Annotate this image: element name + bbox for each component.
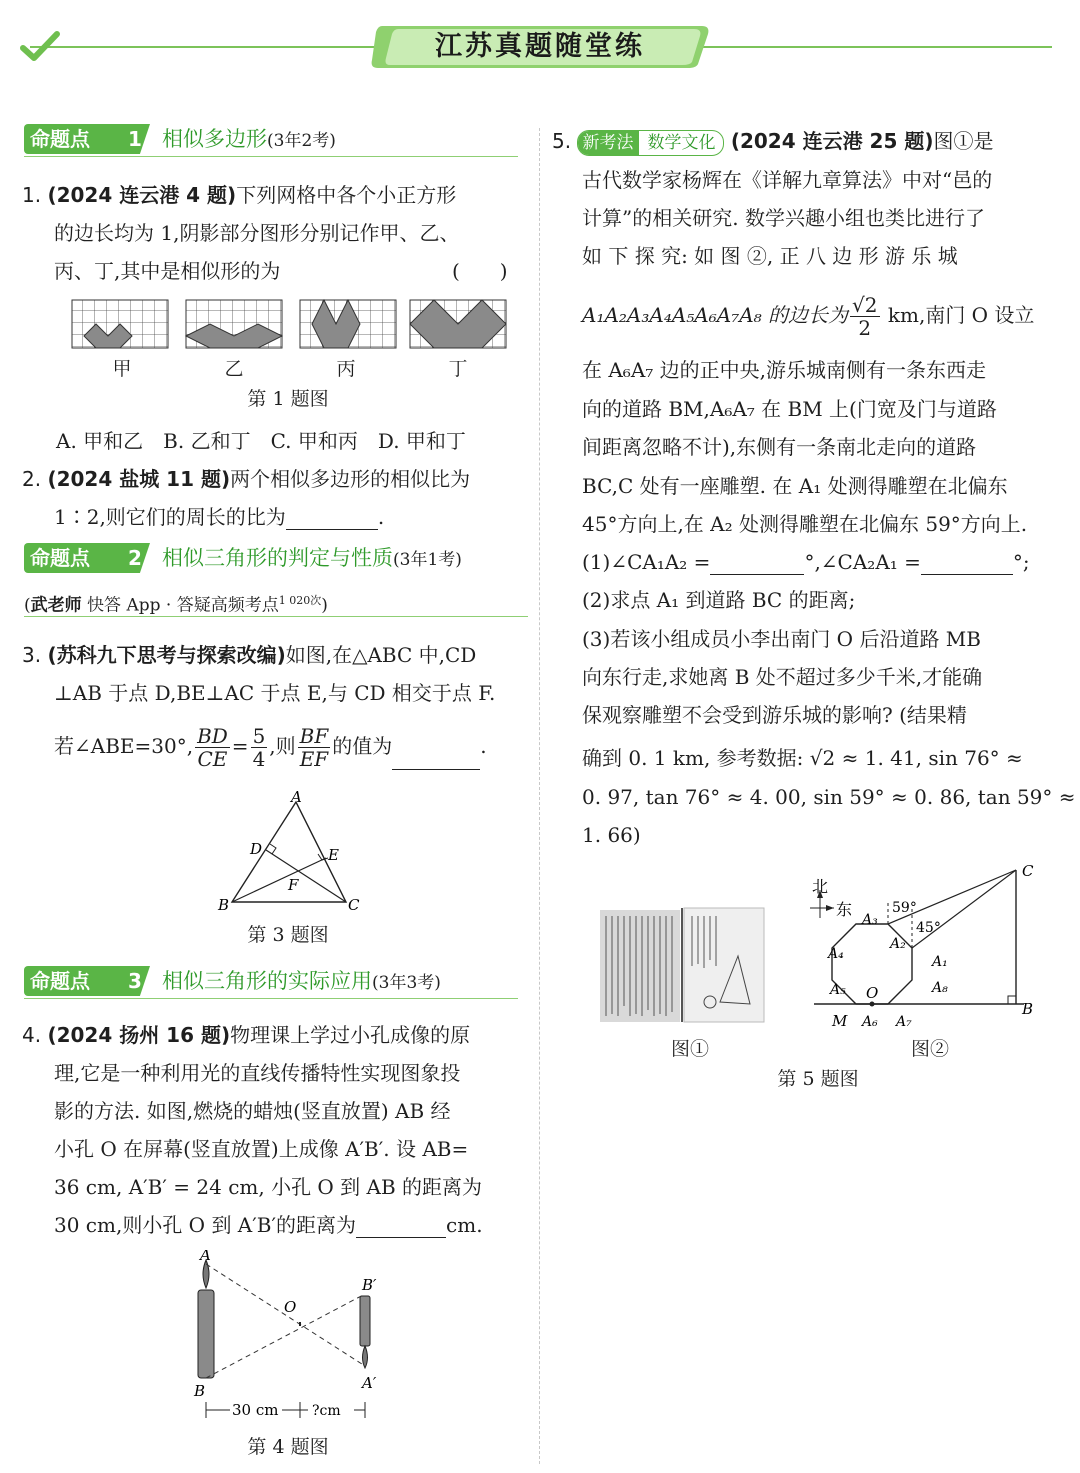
grid-jia <box>72 300 168 348</box>
q3-answer-blank[interactable] <box>392 749 480 770</box>
section-title: 相似三角形的判定与性质 <box>162 546 393 570</box>
point-a8: A₈ <box>932 980 948 996</box>
section-subtitle: (3年1考) <box>393 550 462 570</box>
q1-line-1: 1. (2024 连云港 4 题)下列网格中各个小正方形 <box>22 183 457 207</box>
point-a2: A₂ <box>890 936 906 952</box>
q1-label-bing: 丙 <box>336 358 356 380</box>
q5-part-3-line-4: 确到 0. 1 km, 参考数据: √2 ≈ 1. 41, sin 76° ≈ <box>582 746 1023 770</box>
point-a4: A₄ <box>828 946 844 962</box>
q5-line-10: 45°方向上,在 A₂ 处测得雕塑在北偏东 59°方向上. <box>582 512 1028 536</box>
q4-dist-1: 30 cm <box>232 1401 279 1419</box>
point-m: M <box>832 1012 848 1030</box>
q1-label-ding: 丁 <box>448 358 468 380</box>
q5-part-3-line-3: 保观察雕塑不会受到游乐城的影响? (结果精 <box>582 703 967 727</box>
q3-point-f: F <box>288 876 299 894</box>
q5-line-3: 计算”的相关研究. 数学兴趣小组也类比进行了 <box>582 206 985 230</box>
teacher-remark: (武老师 快答 App · 答疑高频考点$^{1 020次}$) <box>24 586 528 617</box>
q4-point-o: O <box>284 1298 297 1316</box>
section-title: 相似三角形的实际应用 <box>162 969 372 993</box>
q5-line-5: A₁A₂A₃A₄A₅A₆A₇A₈ 的边长为 $\frac{√2}{2}$ km,南门 O 设立 <box>582 293 1035 340</box>
section-tag: 命题点 <box>30 546 90 570</box>
q3-line-2: ⊥AB 于点 D,BE⊥AC 于点 E,与 CD 相交于点 F. <box>54 681 496 705</box>
section-number: 1 <box>128 127 142 151</box>
ancient-book-image <box>600 906 766 1024</box>
q5-caption: 第 5 题图 <box>777 1068 859 1090</box>
q4-line-6: 30 cm,则小孔 O 到 A′B′的距离为 cm. <box>54 1213 483 1237</box>
q4-line-4: 小孔 O 在屏幕(竖直放置)上成像 A′B′. 设 AB= <box>54 1137 469 1161</box>
q3-triangle-figure <box>210 788 370 916</box>
north-label: 北 <box>812 877 829 896</box>
q5-octagon-figure <box>800 858 1050 1038</box>
q3-point-b: B <box>218 896 230 914</box>
q1-line-3: 丙、丁,其中是相似形的为 <box>54 259 281 283</box>
point-a6: A₆ <box>862 1014 878 1030</box>
q3-point-a: A <box>291 788 302 806</box>
point-a1: A₁ <box>932 954 948 970</box>
q5-part-3-line-1: (3)若该小组成员小李出南门 O 后沿道路 MB <box>582 627 981 651</box>
q5-fig1-label: 图① <box>670 1038 709 1060</box>
q1-options: A. 甲和乙 B. 乙和丁 C. 甲和丙 D. 甲和丁 <box>56 429 466 453</box>
section-1-header <box>24 124 518 156</box>
q5-line-8: 间距离忽略不计),东侧有一条南北走向的道路 <box>582 435 977 459</box>
q5-line-9: BC,C 处有一座雕塑. 在 A₁ 处测得雕塑在北偏东 <box>582 474 1008 498</box>
east-label: 东 <box>836 900 853 919</box>
q4-answer-blank[interactable] <box>356 1217 446 1238</box>
q4-line-2: 理,它是一种利用光的直线传播特性实现图象投 <box>54 1061 461 1085</box>
q5-part-2: (2)求点 A₁ 到道路 BC 的距离; <box>582 588 856 612</box>
q1-label-yi: 乙 <box>224 358 244 380</box>
q3-line-3: 若∠ABE=30°, $\frac{BD}{CE}$ = $\frac{5}{4}$ ,则 $\frac{BF}{EF}$ 的值为 . <box>54 724 487 771</box>
section-title: 相似多边形 <box>162 127 267 151</box>
q3-point-d: D <box>250 840 263 858</box>
point-c: C <box>1022 862 1034 880</box>
section-number: 2 <box>128 546 142 570</box>
q5-line-1: 5. 新考法 数学文化 (2024 连云港 25 题)图①是 <box>552 128 993 156</box>
point-a7: A₇ <box>896 1014 912 1030</box>
q4-point-bprime: B′ <box>362 1276 377 1294</box>
q1-answer-paren: ( ) <box>452 259 508 283</box>
q5-fig2-label: 图② <box>910 1038 949 1060</box>
point-o: O <box>866 984 879 1002</box>
q3-line-1: 3. (苏科九下思考与探索改编)如图,在△ABC 中,CD <box>22 643 477 667</box>
q4-dist-2: ?cm <box>312 1403 341 1419</box>
section-2-header <box>24 543 528 575</box>
q5-part-3-line-2: 向东行走,求她离 B 处不超过多少千米,才能确 <box>582 665 983 689</box>
q5-answer-blank-2[interactable] <box>921 554 1013 575</box>
q2-answer-blank[interactable] <box>286 509 378 530</box>
q3-caption: 第 3 题图 <box>247 924 329 946</box>
q5-answer-blank-1[interactable] <box>710 554 804 575</box>
q4-line-1: 4. (2024 扬州 16 题)物理课上学过小孔成像的原 <box>22 1023 471 1047</box>
q1-label-jia: 甲 <box>112 358 132 380</box>
q5-part-1: (1)∠CA₁A₂ = °,∠CA₂A₁ = °; <box>582 550 1030 574</box>
angle-45-label: 45° <box>916 920 941 936</box>
section-tag: 命题点 <box>30 127 90 151</box>
q5-line-6: 在 A₆A₇ 边的正中央,游乐城南侧有一条东西走 <box>582 358 986 382</box>
q2-line-1: 2. (2024 盐城 11 题)两个相似多边形的相似比为 <box>22 467 471 491</box>
q4-caption: 第 4 题图 <box>247 1436 329 1458</box>
q2-line-2: 1∶2,则它们的周长的比为 . <box>54 505 385 529</box>
q5-line-4: 如 下 探 究: 如 图 ②, 正 八 边 形 游 乐 城 <box>582 244 958 268</box>
q5-badge: 新考法 数学文化 <box>577 130 724 156</box>
point-a5: A₅ <box>830 982 846 998</box>
q4-line-3: 影的方法. 如图,燃烧的蜡烛(竖直放置) AB 经 <box>54 1099 451 1123</box>
column-divider <box>539 128 540 1464</box>
q3-point-c: C <box>348 896 360 914</box>
grid-yi <box>186 300 282 348</box>
q5-line-7: 向的道路 BM,A₆A₇ 在 BM 上(门宽及门与道路 <box>582 397 997 421</box>
q4-point-a: A <box>200 1250 211 1264</box>
grid-ding <box>410 300 506 348</box>
point-a3: A₃ <box>862 912 878 928</box>
section-subtitle: (3年3考) <box>372 973 441 993</box>
q5-part-3-line-6: 1. 66) <box>582 823 641 847</box>
section-tag: 命题点 <box>30 969 90 993</box>
q1-grid-figures <box>70 298 510 354</box>
section-number: 3 <box>128 969 142 993</box>
check-icon <box>20 28 60 64</box>
q4-line-5: 36 cm, A′B′ = 24 cm, 小孔 O 到 AB 的距离为 <box>54 1175 483 1199</box>
section-subtitle: (3年2考) <box>267 131 336 151</box>
q4-point-aprime: A′ <box>362 1374 377 1392</box>
q1-caption: 第 1 题图 <box>247 388 329 410</box>
q4-pinhole-figure <box>186 1250 396 1426</box>
q1-line-2: 的边长均为 1,阴影部分图形分别记作甲、乙、 <box>54 221 460 245</box>
q3-point-e: E <box>328 846 339 864</box>
grid-bing <box>300 300 396 348</box>
q5-line-2: 古代数学家杨辉在《详解九章算法》中对“邑的 <box>582 168 993 192</box>
page-title: 江苏真题随堂练 <box>435 31 645 62</box>
q4-point-b: B <box>194 1382 206 1400</box>
point-b: B <box>1022 1000 1034 1018</box>
angle-59-label: 59° <box>892 900 917 916</box>
section-3-header <box>24 966 518 998</box>
q5-part-3-line-5: 0. 97, tan 76° ≈ 4. 00, sin 59° ≈ 0. 86, tan 59° ≈ <box>582 785 1076 809</box>
